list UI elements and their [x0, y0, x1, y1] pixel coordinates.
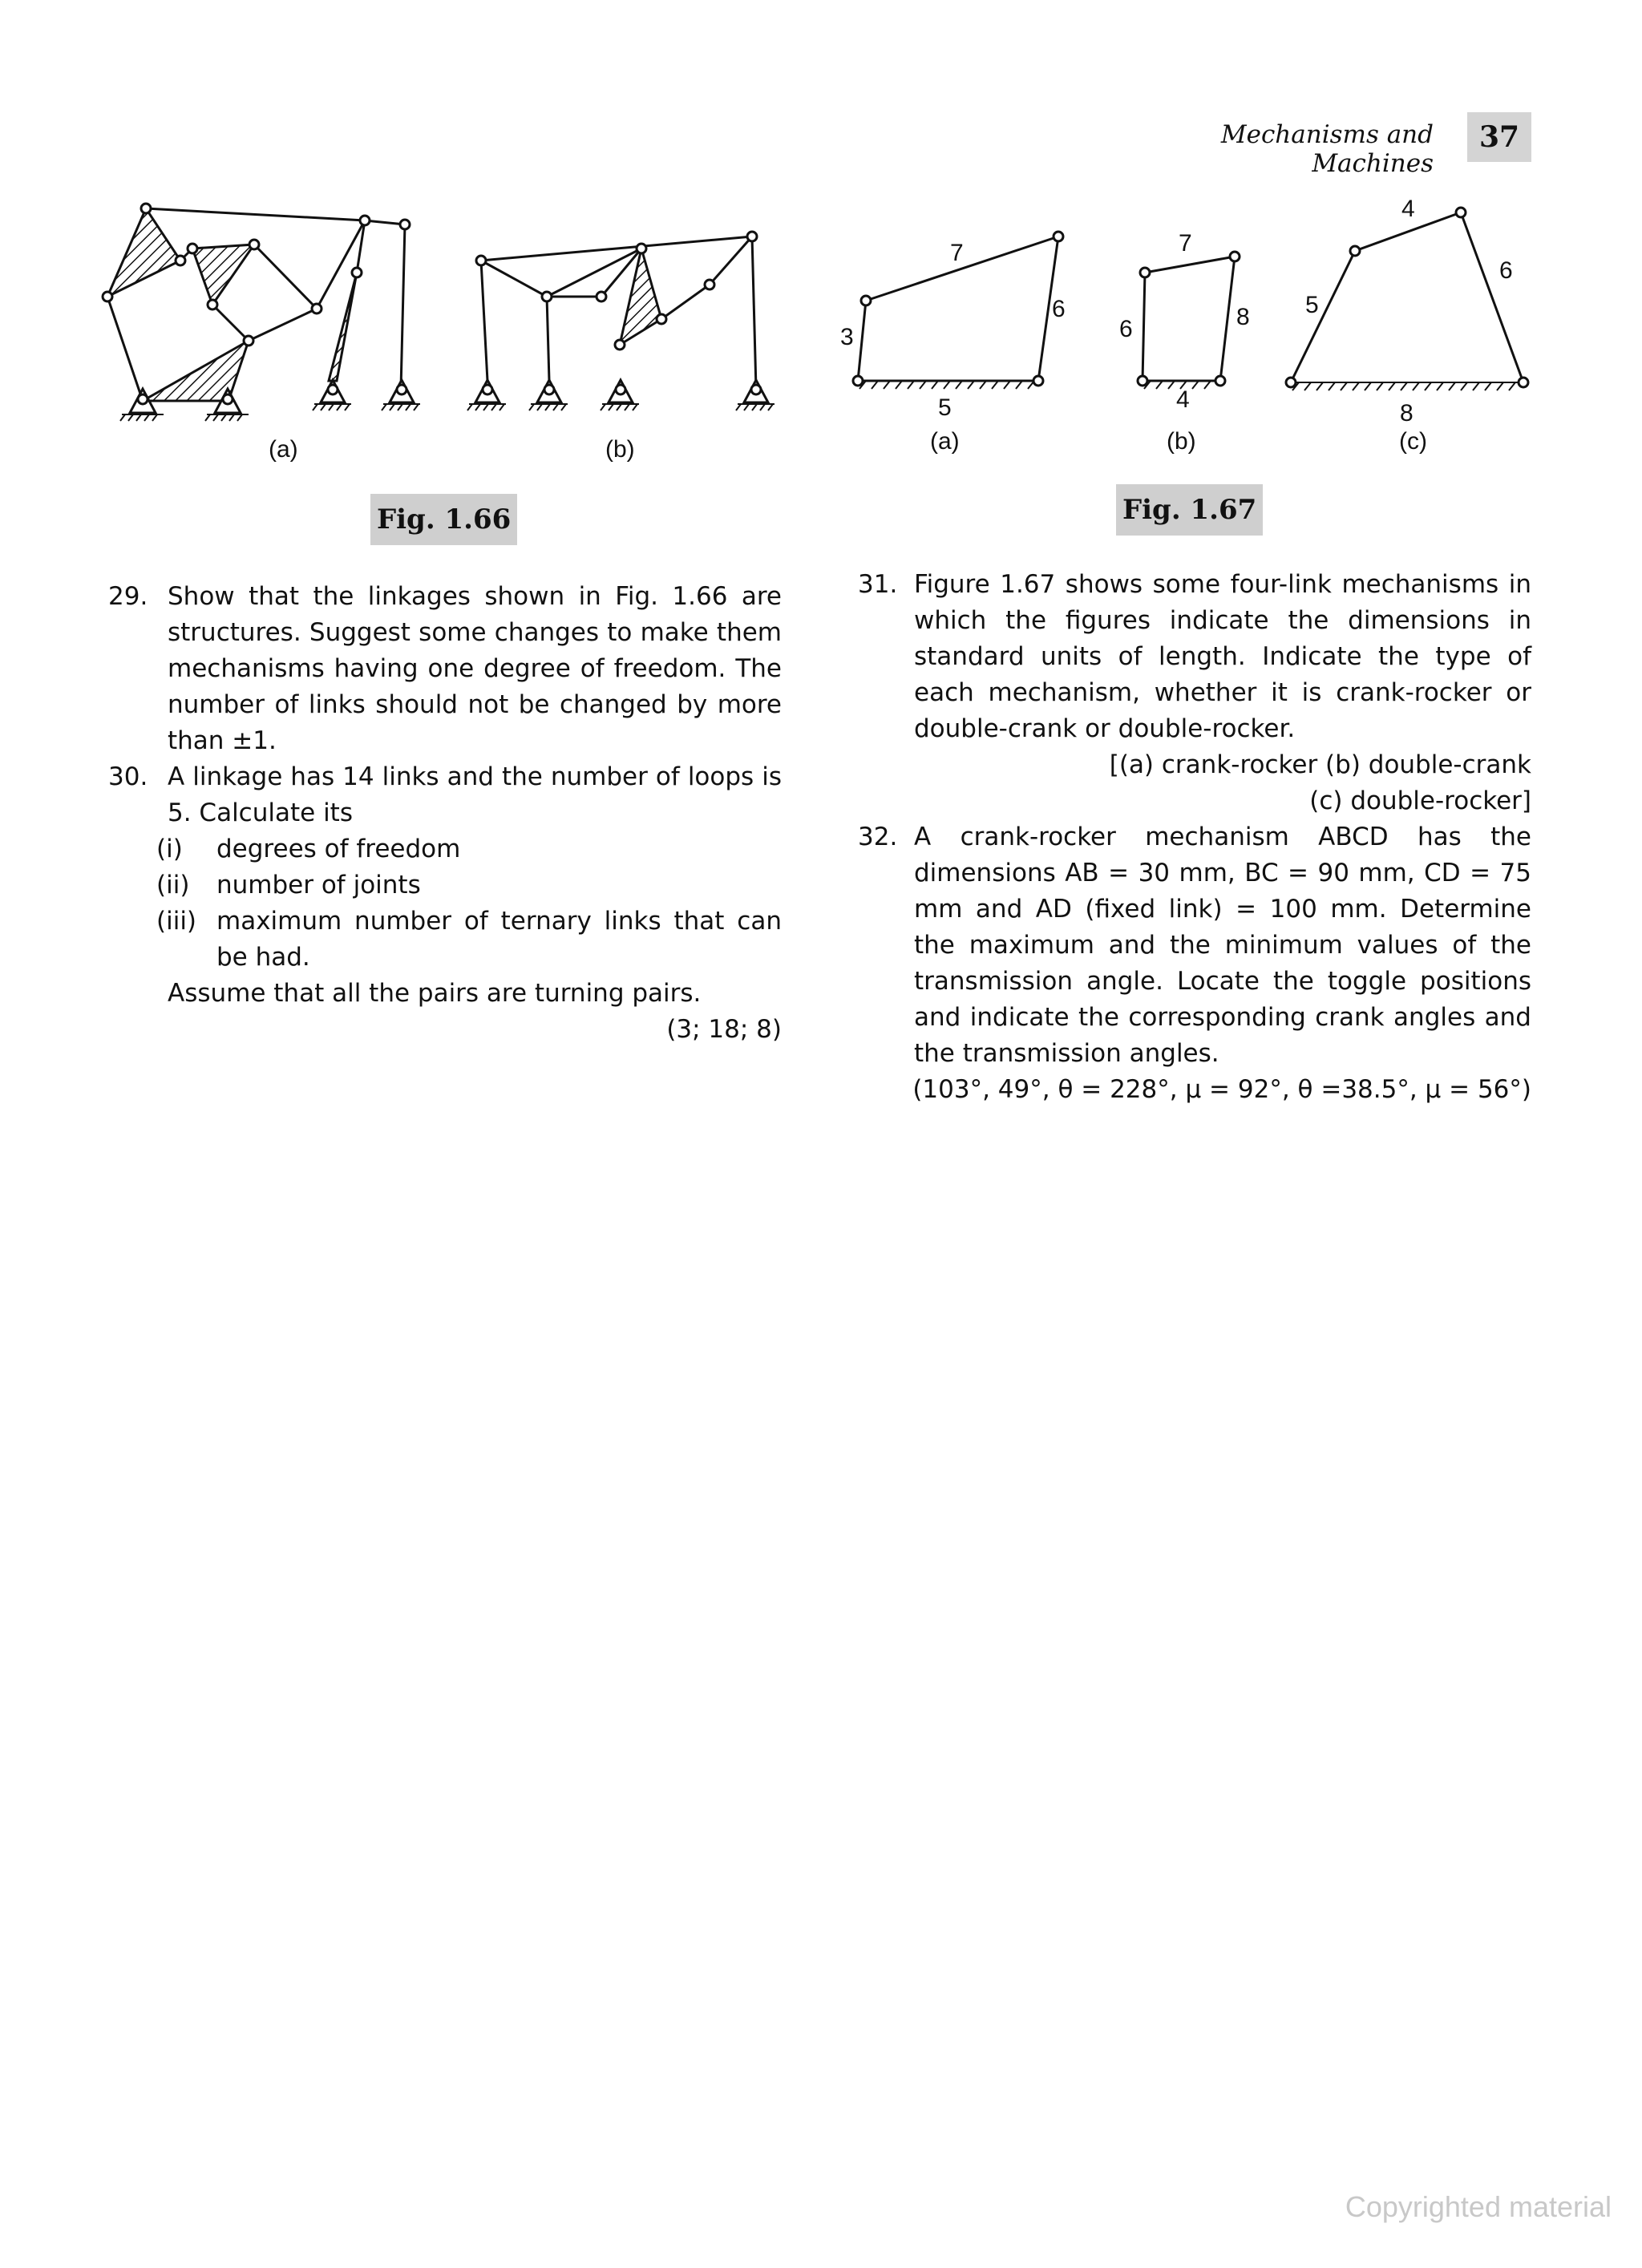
answer: (3; 18; 8) [666, 1015, 782, 1044]
page-number: 37 [1467, 112, 1531, 162]
figure-1-66-caption: Fig. 1.66 [370, 494, 517, 545]
fig167a-link-7: 7 [950, 240, 964, 266]
list-item [156, 904, 782, 976]
linkage-a [103, 204, 420, 421]
fig167b-link-4: 4 [1176, 386, 1190, 413]
list-item [156, 831, 782, 867]
list-marker: (i) [156, 835, 183, 863]
figure-1-67-caption: Fig. 1.67 [1116, 484, 1263, 536]
list-marker: (iii) [156, 907, 197, 936]
list-item-text: maximum number of ternary links that can be had. [216, 907, 782, 972]
mechanism-c [1291, 212, 1523, 382]
question-32 [858, 819, 1531, 1108]
question-number: 29. [108, 582, 148, 611]
mechanism-b [1143, 257, 1235, 381]
question-number: 32. [858, 823, 898, 851]
fig166-sub-b: (b) [605, 436, 635, 463]
question-text: A linkage has 14 links and the number of loops is 5. Calculate its [168, 762, 782, 827]
fig167c-link-8: 8 [1400, 400, 1413, 427]
answer: (103°, 49°, θ = 228°, μ = 92°, θ =38.5°, μ = 56°) [912, 1075, 1531, 1104]
fig166-sub-a: (a) [269, 436, 298, 463]
fig167-sub-a: (a) [930, 428, 960, 455]
list-item [156, 867, 782, 904]
figure-1-67-drawing [826, 188, 1547, 469]
fig167c-link-4: 4 [1401, 196, 1415, 222]
question-number: 30. [108, 762, 148, 791]
fig167b-link-6: 6 [1119, 316, 1133, 342]
question-30 [108, 759, 782, 1048]
fig167b-link-8: 8 [1236, 304, 1250, 330]
fig167c-link-6: 6 [1499, 257, 1513, 284]
list-item-text: degrees of freedom [216, 835, 461, 863]
fig167b-link-7: 7 [1179, 230, 1192, 257]
question-text: Show that the linkages shown in Fig. 1.66 are structures. Suggest some changes to make them mechanisms having one degree of freedom. The number of links should not be changed by more than ±1. [168, 582, 782, 755]
linkage-b [467, 232, 774, 410]
question-number: 31. [858, 570, 898, 599]
figure-1-66-drawing [96, 184, 802, 481]
answer-line-1: [(a) crank-rocker (b) double-crank [1109, 750, 1531, 779]
question-text: A crank-rocker mechanism ABCD has the dimensions AB = 30 mm, BC = 90 mm, CD = 75 mm and AD (fixed link) = 100 mm. Determine the maximum and the minimum values of the transmission angle. Locate the toggle positions and indicate the corresponding crank angles and the transmission angles. [914, 823, 1531, 1068]
list-item-text: number of joints [216, 871, 421, 900]
copyright-watermark: Copyrighted material [1345, 2190, 1612, 2223]
fig167-sub-b: (b) [1167, 428, 1196, 455]
fig167a-link-3: 3 [840, 324, 854, 350]
fig167a-link-6: 6 [1052, 296, 1066, 322]
running-header-title: Mechanisms and Machines [1220, 120, 1434, 178]
fig167a-link-5: 5 [938, 394, 952, 421]
right-column [858, 567, 1531, 1108]
list-marker: (ii) [156, 871, 190, 900]
question-31 [858, 567, 1531, 819]
left-column [108, 579, 782, 1048]
fig167-sub-c: (c) [1399, 428, 1427, 455]
answer-line-2: (c) double-rocker] [1309, 786, 1531, 815]
question-29 [108, 579, 782, 759]
fig167c-link-5: 5 [1305, 292, 1319, 318]
assumption-note: Assume that all the pairs are turning pairs. [168, 979, 702, 1008]
question-text: Figure 1.67 shows some four-link mechanisms in which the figures indicate the dimensions in standard units of length. Indicate the type of each mechanism, whether it is crank-rocker or double-crank or double-rocker. [914, 570, 1531, 743]
